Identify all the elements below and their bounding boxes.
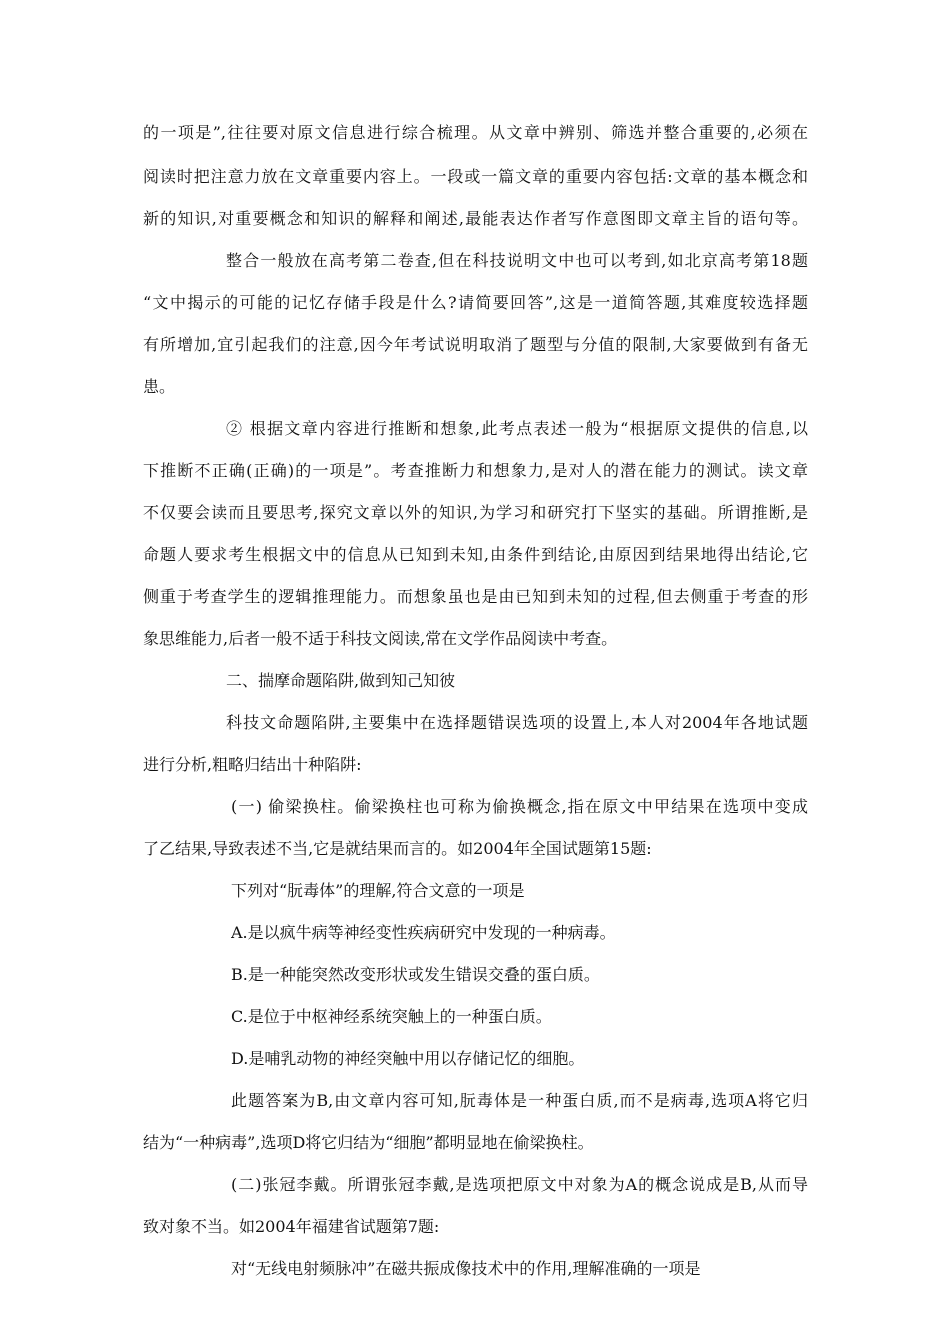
text-line: (一) 偷梁换柱。偷梁换柱也可称为偷换概念,指在原文中甲结果在选项中变成	[231, 797, 808, 816]
text-line: ② 根据文章内容进行推断和想象,此考点表述一般为“根据原文提供的信息,以	[226, 419, 808, 438]
text-line: 整合一般放在高考第二卷查,但在科技说明文中也可以考到,如北京高考第18题	[226, 251, 808, 270]
question-stem: 下列对“朊毒体”的理解,符合文意的一项是	[231, 881, 525, 900]
text-line: 阅读时把注意力放在文章重要内容上。一段或一篇文章的重要内容包括:文章的基本概念和	[143, 167, 808, 186]
text-line: 侧重于考查学生的逻辑推理能力。而想象虽也是由已知到未知的过程,但去侧重于考查的形	[143, 587, 808, 606]
question-stem: 对“无线电射频脉冲”在磁共振成像技术中的作用,理解准确的一项是	[231, 1259, 701, 1278]
text-line: 此题答案为B,由文章内容可知,朊毒体是一种蛋白质,而不是病毒,选项A将它归	[231, 1091, 808, 1110]
text-line: “文中揭示的可能的记忆存储手段是什么?请简要回答”,这是一道简答题,其难度较选择题	[143, 293, 808, 312]
text-line: 新的知识,对重要概念和知识的解释和阐述,最能表达作者写作意图即文章主旨的语句等。	[143, 209, 808, 228]
text-line: (二)张冠李戴。所谓张冠李戴,是选项把原文中对象为A的概念说成是B,从而导	[231, 1175, 808, 1194]
section-heading: 二、揣摩命题陷阱,做到知己知彼	[226, 671, 456, 690]
text-line: 有所增加,宜引起我们的注意,因今年考试说明取消了题型与分值的限制,大家要做到有备无	[143, 335, 808, 354]
option-d: D.是哺乳动物的神经突触中用以存储记忆的细胞。	[231, 1049, 585, 1068]
text-line: 了乙结果,导致表述不当,它是就结果而言的。如2004年全国试题第15题:	[143, 839, 652, 858]
text-line: 象思维能力,后者一般不适于科技文阅读,常在文学作品阅读中考查。	[143, 629, 618, 648]
text-line: 下推断不正确(正确)的一项是”。考查推断力和想象力,是对人的潜在能力的测试。读文章	[143, 461, 808, 480]
text-line: 命题人要求考生根据文中的信息从已知到未知,由条件到结论,由原因到结果地得出结论,它	[143, 545, 808, 564]
option-c: C.是位于中枢神经系统突触上的一种蛋白质。	[231, 1007, 552, 1026]
text-line: 患。	[143, 377, 176, 396]
text-line: 致对象不当。如2004年福建省试题第7题:	[143, 1217, 440, 1236]
option-a: A.是以疯牛病等神经变性疾病研究中发现的一种病毒。	[231, 923, 616, 942]
option-b: B.是一种能突然改变形状或发生错误交叠的蛋白质。	[231, 965, 600, 984]
text-line: 的一项是”,往往要对原文信息进行综合梳理。从文章中辨别、筛选并整合重要的,必须在	[143, 123, 808, 142]
text-line: 结为“一种病毒”,选项D将它归结为“细胞”都明显地在偷梁换柱。	[143, 1133, 594, 1152]
text-line: 不仅要会读而且要思考,探究文章以外的知识,为学习和研究打下坚实的基础。所谓推断,是	[143, 503, 808, 522]
text-line: 科技文命题陷阱,主要集中在选择题错误选项的设置上,本人对2004年各地试题	[226, 713, 808, 732]
text-line: 进行分析,粗略归结出十种陷阱:	[143, 755, 362, 774]
